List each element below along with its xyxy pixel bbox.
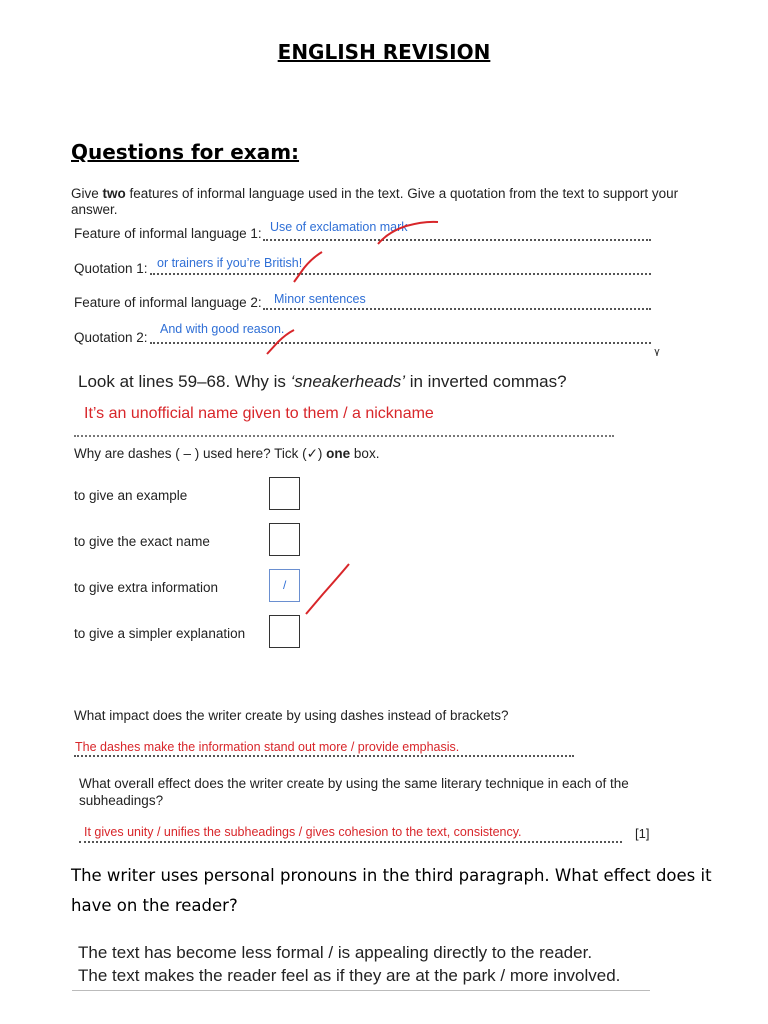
q3-prompt-bold: one: [326, 446, 351, 461]
q2-prompt-text: Look at lines 59–68. Why is: [78, 372, 291, 391]
red-tick-mark: [264, 328, 296, 358]
q5-answer-line: [79, 841, 622, 843]
q4-prompt: What impact does the writer create by using dashes instead of brackets?: [74, 708, 509, 723]
feature-1-answer: Use of exclamation mark: [270, 220, 408, 234]
q2-answer: It’s an unofficial name given to them / a nickname: [84, 405, 434, 422]
feature-1-label: Feature of informal language 1:: [74, 226, 262, 241]
q6-prompt-line2: have on the reader?: [71, 896, 238, 915]
q5-prompt-line2: subheadings?: [79, 793, 164, 808]
quotation-1-label: Quotation 1:: [74, 261, 148, 276]
checkbox-mark: /: [283, 578, 287, 592]
red-tick-mark: [376, 218, 440, 248]
q1-prompt-bold: two: [102, 186, 126, 201]
q5-answer: It gives unity / unifies the subheadings / gives cohesion to the text, consistency.: [84, 825, 522, 839]
q2-prompt-text-2: in inverted commas?: [404, 372, 567, 391]
option-example-label: to give an example: [74, 488, 188, 503]
q5-prompt-line1: What overall effect does the writer create by using the same literary technique in each of the: [79, 776, 629, 791]
margin-mark: ۷: [654, 347, 660, 359]
option-exact-name-label: to give the exact name: [74, 534, 210, 549]
option-extra-info-label: to give extra information: [74, 580, 219, 595]
option-example-checkbox[interactable]: [269, 477, 300, 510]
quotation-2-label: Quotation 2:: [74, 330, 148, 345]
red-tick-mark: [290, 250, 326, 286]
q6-answer-rule: [72, 990, 650, 991]
option-extra-info-checkbox[interactable]: [269, 569, 300, 602]
q1-prompt-line2: answer.: [71, 202, 118, 217]
q1-prompt-text-2: features of informal language used in the text. Give a quotation from the text to support your: [125, 186, 679, 201]
q6-prompt-line1: The writer uses personal pronouns in the third paragraph. What effect does it: [71, 866, 712, 885]
option-simpler-label: to give a simpler explanation: [74, 626, 246, 641]
quotation-1-line: [150, 273, 651, 275]
q1-prompt-line1: [71, 186, 678, 201]
q2-prompt: [78, 372, 567, 392]
q2-prompt-italic: ‘sneakerheads’: [290, 372, 405, 391]
q6-answer-line1: The text has become less formal / is appealing directly to the reader.: [78, 943, 593, 962]
q4-answer: The dashes make the information stand out more / provide emphasis.: [75, 740, 460, 754]
quotation-2-line: [150, 342, 651, 344]
feature-2-line: [263, 308, 651, 310]
option-simpler-checkbox[interactable]: [269, 615, 300, 648]
feature-2-label: Feature of informal language 2:: [74, 295, 262, 310]
q1-prompt-text: Give: [71, 186, 103, 201]
section-heading: Questions for exam:: [71, 140, 300, 164]
q4-answer-line: [74, 755, 574, 757]
red-tick-mark: [303, 562, 353, 618]
quotation-1-answer: or trainers if you’re British!: [157, 256, 303, 270]
feature-2-answer: Minor sentences: [274, 292, 366, 306]
q3-prompt-text: Why are dashes ( – ) used here? Tick (✓): [74, 446, 327, 461]
page-title: ENGLISH REVISION: [277, 40, 491, 64]
feature-1-line: [263, 239, 651, 241]
q2-answer-line: [74, 435, 614, 437]
q3-prompt-text-2: box.: [350, 446, 380, 461]
q3-prompt: [74, 446, 379, 462]
quotation-2-answer: And with good reason.: [160, 322, 285, 336]
option-exact-name-checkbox[interactable]: [269, 523, 300, 556]
q5-marks: [1]: [635, 826, 650, 841]
q6-answer-line2: The text makes the reader feel as if they are at the park / more involved.: [78, 966, 621, 985]
